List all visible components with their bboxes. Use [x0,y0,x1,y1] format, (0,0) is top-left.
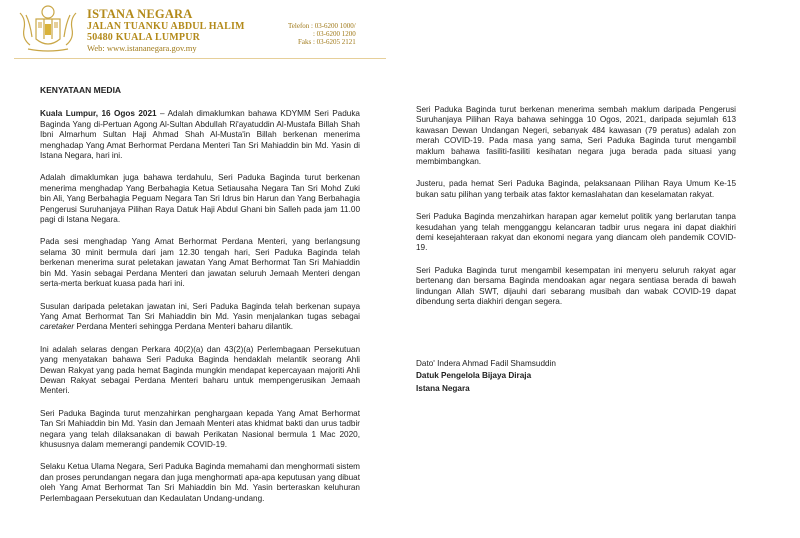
contact-block [288,22,356,46]
letterhead [0,0,800,60]
paragraph-text: – Adalah dimaklumkan bahawa KDYMM Seri Paduka Baginda Yang di-Pertuan Agong Al-Sultan Abdullah Ri'ayatuddin Al-Mustafa Billah Shah Ibni Almarhum Sultan Haji Ahmad Shah Al-Musta'in Billah berkenan menerima menghadap Yang Amat Berhormat Perdana Menteri Tan Sri Mahiaddin bin Md. Yasin di Istana Negara, hari ini. [40,109,360,161]
paragraph-4 [40,302,360,333]
paragraph-8: Seri Paduka Baginda turut berkenan menerima sembah maklum daripada Pengerusi Suruhanjaya Pilihan Raya bahawa sehingga 10 Ogos, 2021, daripada sejumlah 613 kawasan Dewan Undangan Negeri, sebanyak 484 kawasan (79 peratus) adalah zon merah COVID-19. Pada masa yang sama, Seri Paduka Baginda turut mengambil maklum bahawa fasiliti-fasiliti kesihatan negara juga berada pada situasi yang membimbangkan. [416,105,736,167]
org-name: ISTANA NEGARA [87,7,193,21]
paragraph-3: Pada sesi menghadap Yang Amat Berhormat Perdana Menteri, yang berlangsung selama 30 minit bermula dari jam 12.30 tengah hari, Seri Paduka Baginda telah berkenan menerima surat peletakan jawatan Yang Amat Berhormat Tan Sri Mahiaddin bin Md. Yasin sebagai Perdana Menteri dan jawatan seluruh Jemaah Menteri dengan serta-merta berkuat kuasa pada hari ini. [40,237,360,289]
paragraph-7: Selaku Ketua Ulama Negara, Seri Paduka Baginda memahami dan menghormati sistem dan proses perundangan negara dan juga menghormati apa-apa keputusan yang dibuat oleh Yang Amat Berhormat Tan Sri Mahiaddin bin Md. Yasin berteraskan keluhuran Perlembagaan Persekutuan dan Kedaulatan Undang-undang. [40,462,360,503]
paragraph-2: Adalah dimaklumkan juga bahawa terdahulu, Seri Paduka Baginda turut berkenan menerima menghadap Yang Berbahagia Ketua Setiausaha Negara Tan Sri Mohd Zuki bin Ali, Yang Berbahagia Peguam Negara Tan Sri Idrus bin Harun dan Yang Berbahagia Pengerusi Suruhanjaya Pilihan Raya Datuk Haji Abdul Ghani bin Salleh pada jam 11.00 pagi di Istana Negara. [40,173,360,225]
right-column [416,105,736,395]
signatory-position: Datuk Pengelola Bijaya Diraja [416,371,532,380]
address-line-1: JALAN TUANKU ABDUL HALIM [87,21,245,32]
signatory-office: Istana Negara [416,383,470,393]
italic-term: caretaker [40,322,75,332]
telefon-2: : 03-6200 1200 [312,30,356,38]
paragraph-10: Seri Paduka Baginda menzahirkan harapan agar kemelut politik yang berlarutan tanpa kesudahan yang telah mengganggu kelancaran tadbir urus negara ini dapat diakhiri demi kesejahteraan rakyat dan ekonomi negara yang diancam oleh pandemik COVID-19. [416,212,736,253]
dateline: Kuala Lumpur, 16 Ogos 2021 [40,109,157,119]
paragraph-9: Justeru, pada hemat Seri Paduka Baginda, pelaksanaan Pilihan Raya Umum Ke-15 bukan satu pilihan yang terbaik atas faktor kemaslahatan dan keselamatan rakyat. [416,179,736,199]
paragraph-1 [40,109,360,161]
organization-block [87,8,245,54]
signatory-name: Dato' Indera Ahmad Fadil Shamsuddin [416,358,556,368]
signature-block [416,358,736,396]
website: Web: www.istananegara.gov.my [87,43,197,53]
header-divider [14,58,386,59]
document-title: KENYATAAN MEDIA [40,85,122,95]
address-line-2: 50480 KUALA LUMPUR [87,32,201,43]
coat-of-arms-icon [14,3,82,53]
paragraph-5: Ini adalah selaras dengan Perkara 40(2)(a) dan 43(2)(a) Perlembagaan Persekutuan yang menyatakan bahawa Seri Paduka Baginda hendaklah melantik seorang Ahli Dewan Rakyat yang pada hemat Baginda mungkin mendapat kepercayaan majoriti Ahli Dewan Rakyat sebagai Perdana Menteri baharu untuk mempengerusikan Jemaah Menteri. [40,344,360,396]
paragraph-6: Seri Paduka Baginda turut menzahirkan penghargaan kepada Yang Amat Berhormat Tan Sri Mahiaddin bin Md. Yasin dan Jemaah Menteri atas khidmat bakti dan urus tadbir negara yang telah dilaksanakan di bawah Perikatan Nasional bermula 1 Mac 2020, khususnya dalam memerangi pandemik COVID-19. [40,408,360,449]
faks: Faks : 03-6205 2121 [298,38,356,46]
paragraph-text: Susulan daripada peletakan jawatan ini, Seri Paduka Baginda telah berkenan supaya Yang Amat Berhormat Tan Sri Mahiaddin bin Md. Yasin menjalankan tugas sebagai [40,301,360,321]
left-column [40,85,360,516]
telefon-1: Telefon : 03-6200 1000/ [288,22,356,30]
paragraph-text: Perdana Menteri sehingga Perdana Menteri baharu dilantik. [74,322,294,332]
paragraph-11: Seri Paduka Baginda turut mengambil kesempatan ini menyeru seluruh rakyat agar bertenang dan bersama Baginda mendoakan agar negara sentiasa berada di bawah lindungan Allah SWT, dijauhi dari sebarang musibah dan wabak COVID-19 dapat dibendung serta diakhiri dengan segera. [416,265,736,307]
